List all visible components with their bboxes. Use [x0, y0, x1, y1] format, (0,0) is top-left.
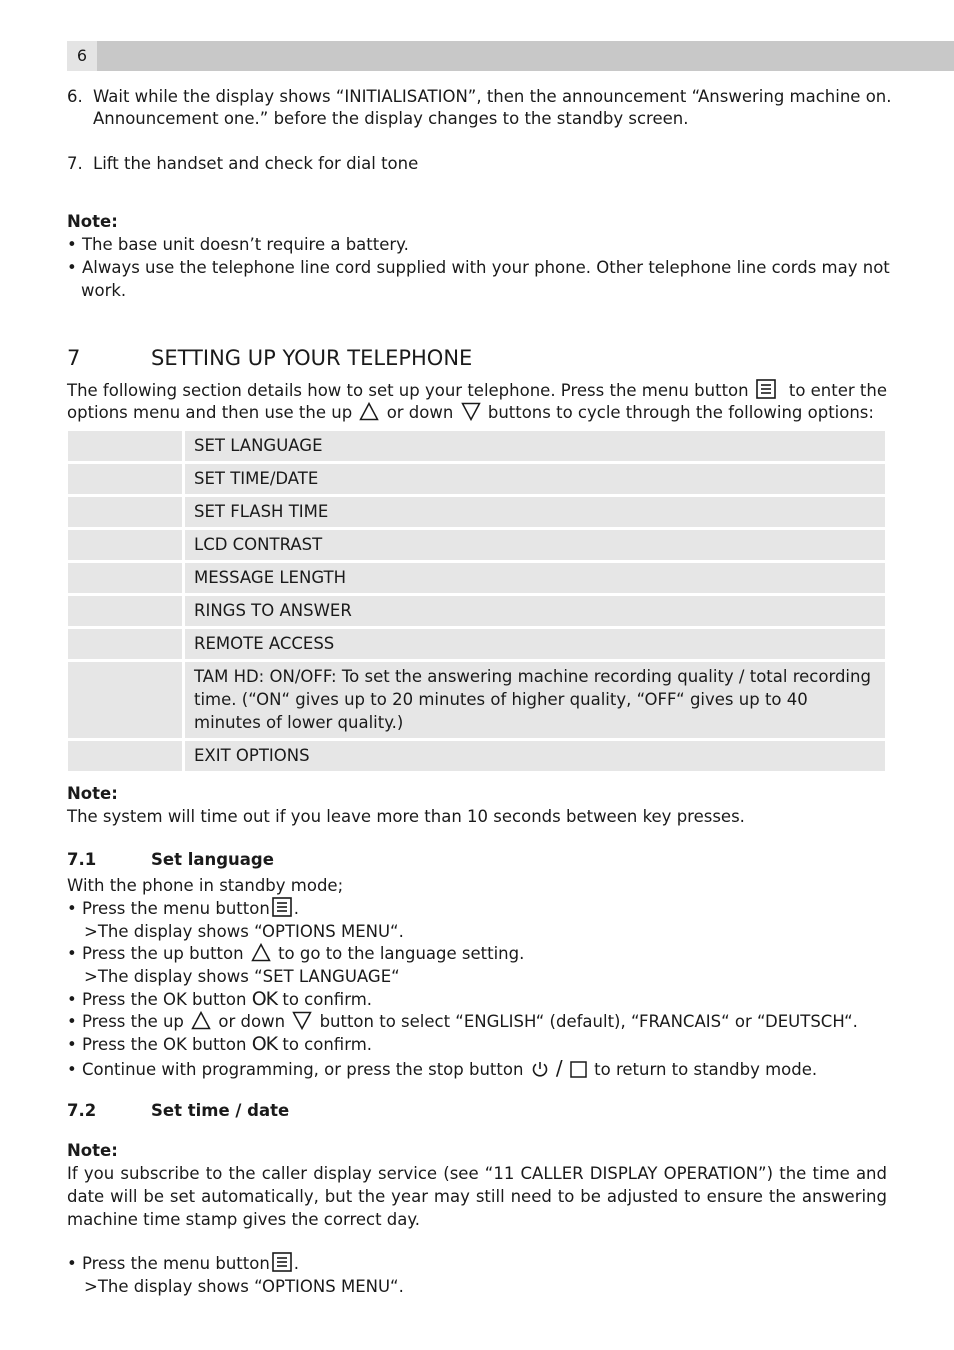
up-triangle-icon — [359, 402, 379, 427]
step-text: • Press the up — [67, 1012, 184, 1031]
subsection-number: 7.1 — [67, 850, 97, 869]
section-number: 7 — [67, 346, 81, 370]
power-icon — [531, 1060, 549, 1084]
table-row: EXIT OPTIONS — [185, 741, 885, 771]
note-bullet-line-cord: • Always use the telephone line cord supplied with your phone. Other telephone line cords may not — [67, 258, 890, 277]
table-cell-empty — [68, 464, 182, 494]
intro-line-2 — [67, 401, 874, 427]
intro-text-d: or down — [386, 403, 454, 422]
table-row: LCD CONTRAST — [185, 530, 885, 560]
note-bullet-battery: • The base unit doesn’t require a battery. — [67, 235, 409, 254]
step-6-number: 6. — [67, 87, 83, 106]
table-cell-empty — [68, 530, 182, 560]
note-bullet-line-cord-cont: work. — [81, 281, 127, 300]
standby-text: With the phone in standby mode; — [67, 876, 344, 895]
step-text: • Continue with programming, or press the stop button — [67, 1060, 524, 1079]
step-7-text: Lift the handset and check for dial tone — [93, 154, 419, 173]
slash-text: / — [555, 1056, 563, 1080]
table-cell-empty — [68, 662, 182, 738]
step-text-end: to confirm. — [282, 990, 373, 1009]
table-cell-empty — [68, 431, 182, 461]
ok-icon: OK — [251, 988, 278, 1010]
table-cell-empty — [68, 596, 182, 626]
display-set-language: >The display shows “SET LANGUAGE“ — [84, 967, 400, 986]
intro-text-b: to enter the — [788, 381, 887, 400]
note-heading: Note: — [67, 212, 118, 231]
note-heading: Note: — [67, 1141, 118, 1160]
step-text-end: to confirm. — [282, 1035, 373, 1054]
note-heading: Note: — [67, 784, 118, 803]
section-title: SETTING UP YOUR TELEPHONE — [151, 346, 473, 370]
table-row: REMOTE ACCESS — [185, 629, 885, 659]
display-options-menu: >The display shows “OPTIONS MENU“. — [84, 1277, 404, 1296]
table-row: RINGS TO ANSWER — [185, 596, 885, 626]
stop-icon — [570, 1061, 587, 1084]
note-timeout-text: The system will time out if you leave more than 10 seconds between key presses. — [67, 807, 745, 826]
subsection-title: Set language — [151, 850, 274, 869]
page-number: 6 — [67, 41, 97, 71]
step-text: • Press the OK button — [67, 1035, 247, 1054]
step-text-end: to return to standby mode. — [594, 1060, 818, 1079]
table-row: SET LANGUAGE — [185, 431, 885, 461]
step-text: • Press the menu button — [67, 1254, 270, 1273]
step-7-number: 7. — [67, 154, 83, 173]
note-caller-display: If you subscribe to the caller display service (see “11 CALLER DISPLAY OPERATION”) the time and date will be set automatically, but the year may still need to be adjusted to ensure the answering machine time stamp gives the correct day. — [67, 1164, 887, 1229]
table-row: SET TIME/DATE — [185, 464, 885, 494]
step-text: • Press the up button — [67, 944, 244, 963]
table-row: SET FLASH TIME — [185, 497, 885, 527]
step-text-end: . — [293, 899, 300, 918]
step-text-end: to go to the language setting. — [278, 944, 525, 963]
step-text: • Press the OK button — [67, 990, 247, 1009]
table-cell-empty — [68, 497, 182, 527]
intro-text-c: options menu and then use the up — [67, 403, 353, 422]
subsection-title: Set time / date — [151, 1101, 290, 1120]
table-cell-empty — [68, 563, 182, 593]
step-press-ok — [67, 988, 372, 1011]
step-continue — [67, 1057, 817, 1084]
table-cell-empty — [68, 741, 182, 771]
table-cell-empty — [68, 629, 182, 659]
table-row: TAM HD: ON/OFF: To set the answering machine recording quality / total recording time. (“ON“ gives up to 20 minutes of higher quality, “OFF“ gives up to 40 minutes of lower quality.) — [185, 662, 885, 738]
step-text: • Press the menu button — [67, 899, 270, 918]
intro-text-e: buttons to cycle through the following options: — [487, 403, 874, 422]
page-header-bar — [67, 41, 954, 71]
display-options-menu: >The display shows “OPTIONS MENU“. — [84, 922, 404, 941]
step-6-line1: Wait while the display shows “INITIALISATION”, then the announcement “Answering machine on. — [93, 87, 892, 106]
down-triangle-icon — [461, 402, 481, 427]
step-text-end: button to select “ENGLISH“ (default), “FRANCAIS“ or “DEUTSCH“. — [319, 1012, 858, 1031]
ok-icon: OK — [251, 1033, 278, 1055]
table-row: MESSAGE LENGTH — [185, 563, 885, 593]
step-6-line2: Announcement one.” before the display changes to the standby screen. — [93, 109, 689, 128]
subsection-number: 7.2 — [67, 1101, 97, 1120]
intro-text-a: The following section details how to set up your telephone. Press the menu button — [67, 381, 749, 400]
step-press-ok-2 — [67, 1033, 372, 1056]
step-text-mid: or down — [218, 1012, 286, 1031]
step-text-end: . — [293, 1254, 300, 1273]
